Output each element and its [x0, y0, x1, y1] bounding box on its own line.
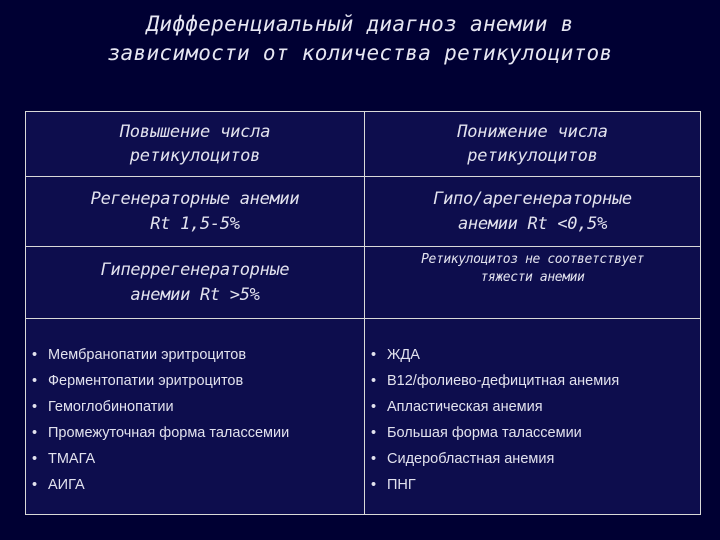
right-header-cell — [365, 112, 701, 177]
bullet-icon: • — [371, 476, 377, 493]
list-item: • АИГА — [32, 472, 364, 498]
bullet-icon: • — [371, 450, 377, 467]
left-regenerative-line-1: Регенераторные анемии — [90, 188, 300, 209]
right-hyporegenerative-line-1: Гипо/арегенераторные — [433, 188, 632, 209]
bullet-icon: • — [32, 450, 38, 467]
left-hyperregenerative-line-2: анемии Rt >5% — [130, 284, 260, 305]
right-hyporegenerative-line-2: анемии Rt <0,5% — [457, 213, 608, 234]
right-note-cell — [365, 247, 701, 319]
list-item: • Гемоглобинопатии — [32, 394, 364, 420]
right-list-cell — [365, 319, 701, 515]
bullet-icon: • — [371, 346, 377, 363]
bullet-icon: • — [32, 424, 38, 441]
bullet-icon: • — [32, 372, 38, 389]
right-hyporegenerative-cell — [365, 177, 701, 247]
bullet-icon: • — [32, 398, 38, 415]
title-line-2: зависимости от количества ретикулоцитов — [107, 41, 613, 65]
list-item: • ТМАГА — [32, 446, 364, 472]
left-header-cell — [26, 112, 365, 177]
title-line-1: Дифференциальный диагноз анемии в — [146, 12, 574, 36]
left-header-line-1: Повышение числа — [119, 122, 271, 142]
list-item: • Промежуточная форма талассемии — [32, 420, 364, 446]
right-note-line-1: Ретикулоцитоз не соответствует — [421, 252, 644, 267]
bullet-icon: • — [371, 372, 377, 389]
bullet-icon: • — [371, 398, 377, 415]
bullet-icon: • — [371, 424, 377, 441]
right-disease-list — [365, 336, 700, 498]
right-header-line-1: Понижение числа — [457, 122, 608, 142]
list-item: • Ферментопатии эритроцитов — [32, 368, 364, 394]
list-item: • Апластическая анемия — [371, 394, 700, 420]
left-disease-list — [26, 336, 364, 498]
left-regenerative-cell — [26, 177, 365, 247]
list-item: • Большая форма талассемии — [371, 420, 700, 446]
left-hyperregenerative-cell — [26, 247, 365, 319]
differential-table — [25, 111, 701, 515]
list-item: • ПНГ — [371, 472, 700, 498]
left-hyperregenerative-line-1: Гиперрегенераторные — [100, 259, 290, 280]
left-header-line-2: ретикулоцитов — [129, 146, 261, 166]
list-item: • ЖДА — [371, 342, 700, 368]
right-header-line-2: ретикулоцитов — [467, 146, 598, 166]
right-note-line-2: тяжести анемии — [480, 270, 585, 285]
left-regenerative-line-2: Rt 1,5-5% — [150, 213, 240, 234]
bullet-icon: • — [32, 346, 38, 363]
bullet-icon: • — [32, 476, 38, 493]
list-item: • Мембранопатии эритроцитов — [32, 342, 364, 368]
list-item: • Сидеробластная анемия — [371, 446, 700, 472]
left-list-cell — [26, 319, 365, 515]
list-item: • B12/фолиево-дефицитная анемия — [371, 368, 700, 394]
slide-title — [0, 10, 720, 68]
